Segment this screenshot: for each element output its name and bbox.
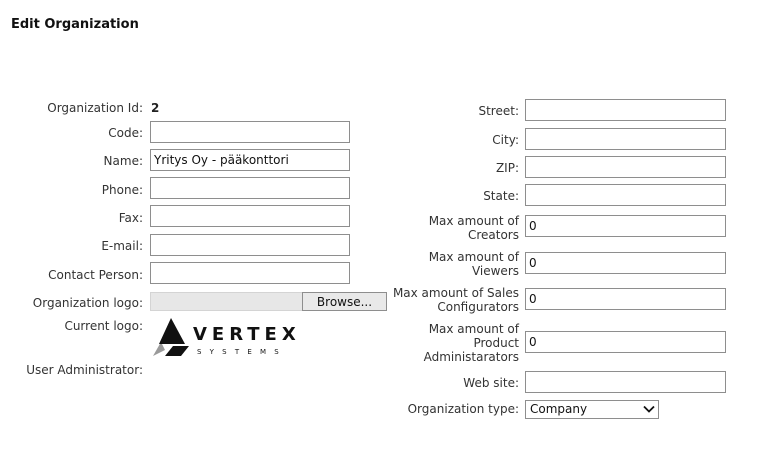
organization-id-label: Organization Id: (47, 101, 143, 115)
max-admins-label-line2: Product (473, 336, 519, 350)
max-sales-configurators-field[interactable] (525, 288, 726, 310)
name-label: Name: (103, 154, 143, 168)
state-field[interactable] (525, 184, 726, 206)
browse-button[interactable]: Browse... (302, 292, 387, 311)
max-sales-configurators-label (0, 286, 519, 314)
chevron-down-icon (643, 403, 655, 415)
city-field[interactable] (525, 128, 726, 150)
max-product-administrators-field[interactable] (525, 331, 726, 353)
organization-type-value: Company (530, 402, 588, 416)
zip-label: ZIP: (495, 161, 519, 175)
email-label: E-mail: (101, 239, 143, 253)
max-viewers-field[interactable] (525, 252, 726, 274)
max-viewers-label (0, 250, 519, 278)
max-creators-label-line2: Creators (467, 228, 519, 242)
max-sales-label-line2: Configurators (437, 300, 519, 314)
organization-id-value: 2 (151, 101, 160, 115)
max-sales-label-line1: Max amount of Sales (392, 286, 519, 300)
website-field[interactable] (525, 371, 726, 393)
logo-subtext: S Y S T E M S (197, 348, 282, 356)
max-viewers-label-line2: Viewers (471, 264, 519, 278)
organization-type-label: Organization type: (407, 402, 519, 416)
current-logo-label: Current logo: (64, 319, 143, 333)
page-title: Edit Organization (11, 17, 139, 32)
organization-logo-label: Organization logo: (32, 296, 143, 310)
fax-label: Fax: (118, 211, 143, 225)
max-viewers-label-line1: Max amount of (428, 250, 519, 264)
max-admins-label-line3: Administarators (423, 350, 519, 364)
city-label: City: (492, 133, 519, 147)
state-label: State: (483, 189, 519, 203)
zip-field[interactable] (525, 156, 726, 178)
max-admins-label-line1: Max amount of (428, 322, 519, 336)
user-administrator-label: User Administrator: (26, 363, 143, 377)
max-creators-label (0, 214, 519, 242)
logo-wordmark: VERTEX (193, 324, 301, 345)
max-product-administrators-label (0, 322, 519, 364)
contact-person-label: Contact Person: (48, 268, 143, 282)
website-label: Web site: (463, 376, 519, 390)
organization-type-select[interactable] (525, 400, 659, 419)
phone-label: Phone: (101, 183, 143, 197)
street-field[interactable] (525, 99, 726, 121)
street-label: Street: (478, 104, 519, 118)
max-creators-label-line1: Max amount of (428, 214, 519, 228)
code-label: Code: (108, 126, 143, 140)
max-creators-field[interactable] (525, 215, 726, 237)
